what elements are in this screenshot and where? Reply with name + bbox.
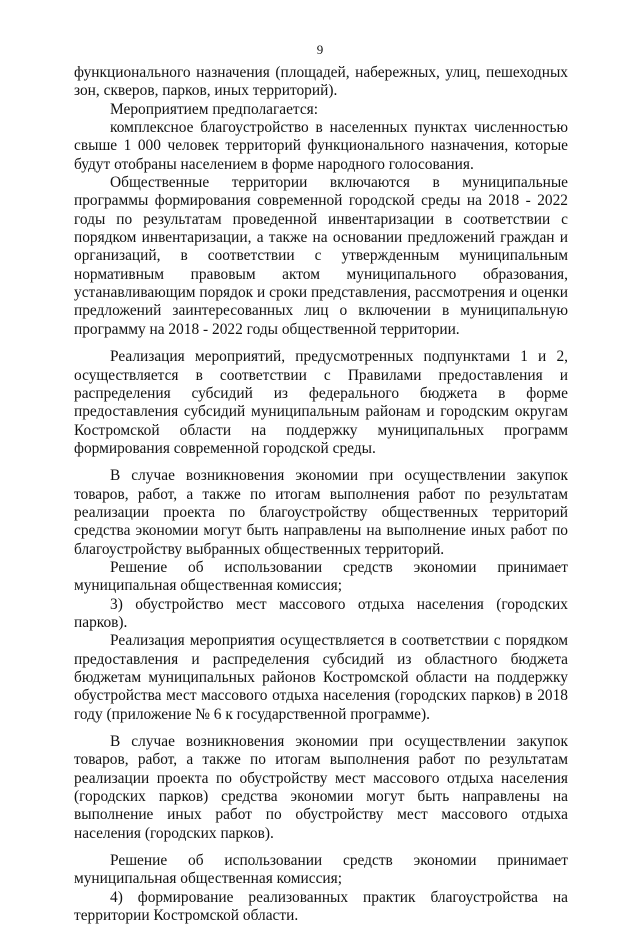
paragraph-3: комплексное благоустройство в населенных пунктах численностью свыше 1 000 человек территорий функционального назначения, которые будут отобраны населением в форме народного голосования.	[74, 119, 568, 173]
paragraph-9: Реализация мероприятия осуществляется в соответствии с порядком предоставления и распределения субсидий из областного бюджета бюджетам муниципальных районов Костромской области на поддержку обустройства мест массового отдыха населения (городских парков) в 2018 году (приложение № 6 к государственной программе).	[74, 632, 568, 723]
paragraph-5: Реализация мероприятий, предусмотренных подпунктами 1 и 2, осуществляется в соответствии с Правилами предоставления и распределения субсидий из федерального бюджета в форме предоставления субсидий муниципальным районам и городским округам Костромской области на поддержку муниципальных программ формирования современной городской среды.	[74, 348, 568, 457]
paragraph-11: Решение об использовании средств экономии принимает муниципальная общественная комиссия;	[74, 852, 568, 888]
document-body	[74, 64, 568, 925]
paragraph-8: 3) обустройство мест массового отдыха населения (городских парков).	[74, 595, 568, 631]
page-number: 9	[316, 42, 324, 57]
paragraph-4: Общественные территории включаются в муниципальные программы формирования современной городской среды на 2018 - 2022 годы по результатам проведенной инвентаризации в соответствии с порядком инвентаризации, а также на основании предложений граждан и организаций, в соответствии с утвержденным муниципальным нормативным правовым актом муниципального образования, устанавливающим порядок и сроки представления, рассмотрения и оценки предложений заинтересованных лиц о включении в муниципальную программу на 2018 - 2022 годы общественной территории.	[74, 174, 568, 338]
paragraph-10: В случае возникновения экономии при осуществлении закупок товаров, работ, а также по итогам выполнения работ по результатам реализации проекта по обустройству мест массового отдыха населения (городских парков) средства экономии могут быть направлены на выполнение иных работ по обустройству мест массового отдыха населения (городских парков).	[74, 733, 568, 842]
paragraph-12: 4) формирование реализованных практик благоустройства на территории Костромской области.	[74, 888, 568, 925]
paragraph-2: Мероприятием предполагается:	[110, 100, 319, 118]
paragraph-6: В случае возникновения экономии при осуществлении закупок товаров, работ, а также по итогам выполнения работ по результатам реализации проекта по благоустройству общественных территорий средства экономии могут быть направлены на выполнение иных работ по благоустройству выбранных общественных территорий.	[74, 467, 568, 558]
paragraph-1: функционального назначения (площадей, набережных, улиц, пешеходных зон, скверов, парков, иных территорий).	[74, 64, 568, 100]
paragraph-7: Решение об использовании средств экономии принимает муниципальная общественная комиссия;	[74, 558, 568, 595]
